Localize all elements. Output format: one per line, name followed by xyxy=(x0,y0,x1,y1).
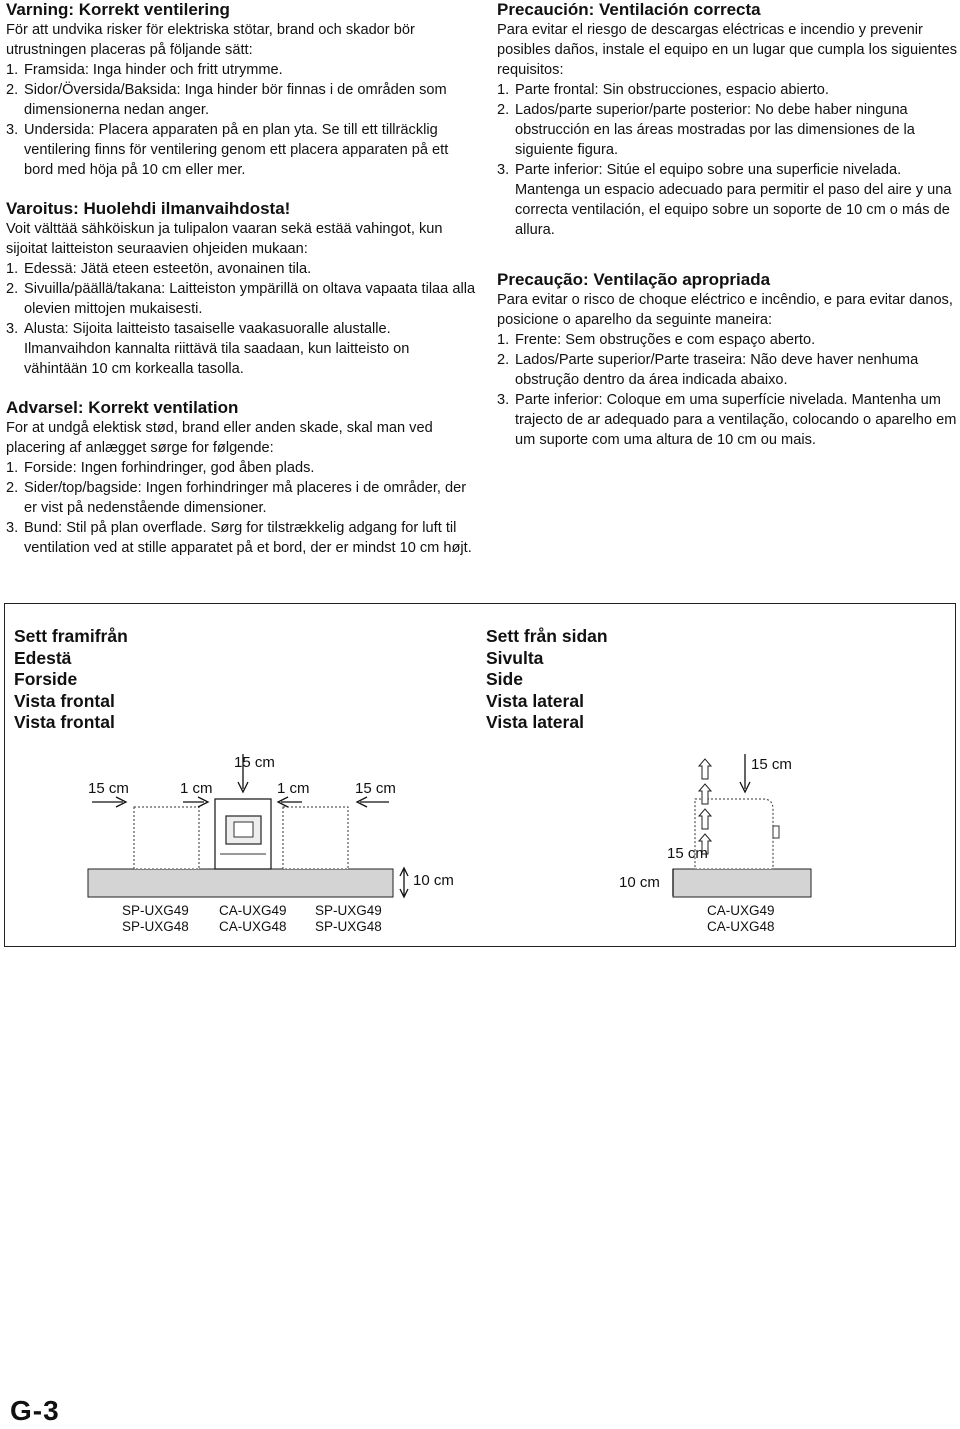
side-title: Sivulta xyxy=(486,647,544,668)
front-title: Vista frontal xyxy=(14,712,115,732)
list-item: 3. Bund: Stil på plan overflade. Sørg for tilstrækkelig adgang for luft til ventilation ved at stille apparatet på et bord, der er mindst 10 cm højt. xyxy=(6,520,472,556)
right-column xyxy=(497,0,957,469)
danish-list xyxy=(6,458,476,558)
swedish-list xyxy=(6,60,476,180)
right-speaker-model: SP-UXG49 SP-UXG48 xyxy=(315,903,382,934)
side-title: Vista lateral xyxy=(486,712,584,732)
center-unit-model: CA-UXG49 CA-UXG48 xyxy=(219,903,287,934)
left-inner-clearance: 1 cm xyxy=(180,780,213,797)
list-item: 2. Sider/top/bagside: Ingen forhindringer må placeres i de områder, der er vist på nedenstående dimensioner. xyxy=(6,480,467,516)
list-item: 3. Undersida: Placera apparaten på en plan yta. Se till ett tillräcklig ventilering finns för ventilering genom ett placera apparaten på ett bord med höja på 10 cm eller mer. xyxy=(6,122,449,178)
list-item: 2. Lados/parte superior/parte posterior: No debe haber ninguna obstrucción en las áreas mostradas por las dimensiones de la siguiente figura. xyxy=(497,102,915,158)
swedish-title: Varning: Korrekt ventilering xyxy=(6,0,230,19)
front-title: Edestä xyxy=(14,647,72,668)
list-item: 1. Parte frontal: Sin obstrucciones, espacio abierto. xyxy=(497,82,829,98)
danish-warning xyxy=(6,398,476,558)
list-item: 1. Framsida: Inga hinder och fritt utrymme. xyxy=(6,62,283,78)
list-item: 3. Alusta: Sijoita laitteisto tasaiselle vaakasuoralle alustalle. Ilmanvaihdon kannalta riittävä tila saadaan, kun laitteisto on vähintään 10 cm korkealla tasolla. xyxy=(6,321,410,377)
ventilation-figure xyxy=(4,603,956,947)
right-outer-clearance: 15 cm xyxy=(355,780,396,797)
portuguese-intro: Para evitar o risco de choque eléctrico e incêndio, e para evitar danos, posicione o aparelho da seguinte maneira: xyxy=(497,292,953,328)
side-title: Side xyxy=(486,669,523,689)
portuguese-title: Precaução: Ventilação apropriada xyxy=(497,270,771,289)
front-top-clearance: 15 cm xyxy=(234,754,275,771)
side-title: Sett från sidan xyxy=(486,626,608,646)
right-inner-clearance: 1 cm xyxy=(277,780,310,797)
list-item: 1. Forside: Ingen forhindringer, god åben plads. xyxy=(6,460,315,476)
spanish-list xyxy=(497,80,957,240)
list-item: 1. Frente: Sem obstruções e com espaço aberto. xyxy=(497,332,816,348)
finnish-list xyxy=(6,259,476,379)
danish-intro: For at undgå elektisk stød, brand eller anden skade, skal man ved placering af anlægget sørge for følgende: xyxy=(6,420,433,456)
finnish-title: Varoitus: Huolehdi ilmanvaihdosta! xyxy=(6,199,291,218)
danish-title: Advarsel: Korrekt ventilation xyxy=(6,398,239,417)
left-outer-clearance: 15 cm xyxy=(88,780,129,797)
list-item: 1. Edessä: Jätä eteen esteetön, avonainen tila. xyxy=(6,261,312,277)
spanish-intro: Para evitar el riesgo de descargas eléctricas e incendio y prevenir posibles daños, instale el equipo en un lugar que cumpla los siguientes requisitos: xyxy=(497,22,958,78)
side-top-clearance: 15 cm xyxy=(751,756,792,773)
list-item: 2. Sidor/Översida/Baksida: Inga hinder bör finnas i de områden som dimensionerna nedan anger. xyxy=(6,82,447,118)
finnish-intro: Voit välttää sähköiskun ja tulipalon vaaran sekä estää vahingot, kun sijoitat laitteiston seuraavien ohjeiden mukaan: xyxy=(6,221,443,257)
right-speaker xyxy=(283,807,348,869)
clearance-diagram xyxy=(5,604,955,946)
side-table-height: 10 cm xyxy=(619,874,660,891)
spanish-warning xyxy=(497,0,957,240)
list-item: 2. Sivuilla/päällä/takana: Laitteiston ympärillä on oltava vapaata tilaa alla olevien mittojen mukaisesti. xyxy=(6,281,476,317)
front-title: Vista frontal xyxy=(14,690,115,711)
front-table-height: 10 cm xyxy=(413,872,454,889)
swedish-warning xyxy=(6,0,476,180)
side-title: Vista lateral xyxy=(486,690,584,711)
spanish-title: Precaución: Ventilación correcta xyxy=(497,0,761,19)
side-table xyxy=(673,869,811,897)
front-title: Forside xyxy=(14,669,78,689)
swedish-intro: För att undvika risker för elektriska stötar, brand och skador bör utrustningen placeras på följande sätt: xyxy=(6,22,415,58)
page-number: G-3 xyxy=(10,1395,60,1426)
left-column xyxy=(6,0,476,577)
finnish-warning xyxy=(6,199,476,379)
front-title: Sett framifrån xyxy=(14,626,128,646)
left-speaker xyxy=(134,807,199,869)
left-speaker-model: SP-UXG49 SP-UXG48 xyxy=(122,903,189,934)
list-item: 2. Lados/Parte superior/Parte traseira: Não deve haver nenhuma obstrução dentro da área indicada abaixo. xyxy=(497,352,919,388)
list-item: 3. Parte inferior: Sitúe el equipo sobre una superficie nivelada. Mantenga un espacio adecuado para permitir el paso del aire y una correcta ventilación, el equipo sobre un soporte de 10 cm o más de allura. xyxy=(497,162,952,238)
side-back-clearance: 15 cm xyxy=(667,845,708,862)
front-table xyxy=(88,869,393,897)
list-item: 3. Parte inferior: Coloque em uma superfície nivelada. Mantenha um trajecto de ar adequado para a ventilação, colocando o aparelho em um suporte com uma altura de 10 cm ou mais. xyxy=(497,392,957,448)
side-unit-model: CA-UXG49 CA-UXG48 xyxy=(707,903,775,934)
portuguese-list xyxy=(497,330,957,450)
portuguese-warning xyxy=(497,270,957,450)
